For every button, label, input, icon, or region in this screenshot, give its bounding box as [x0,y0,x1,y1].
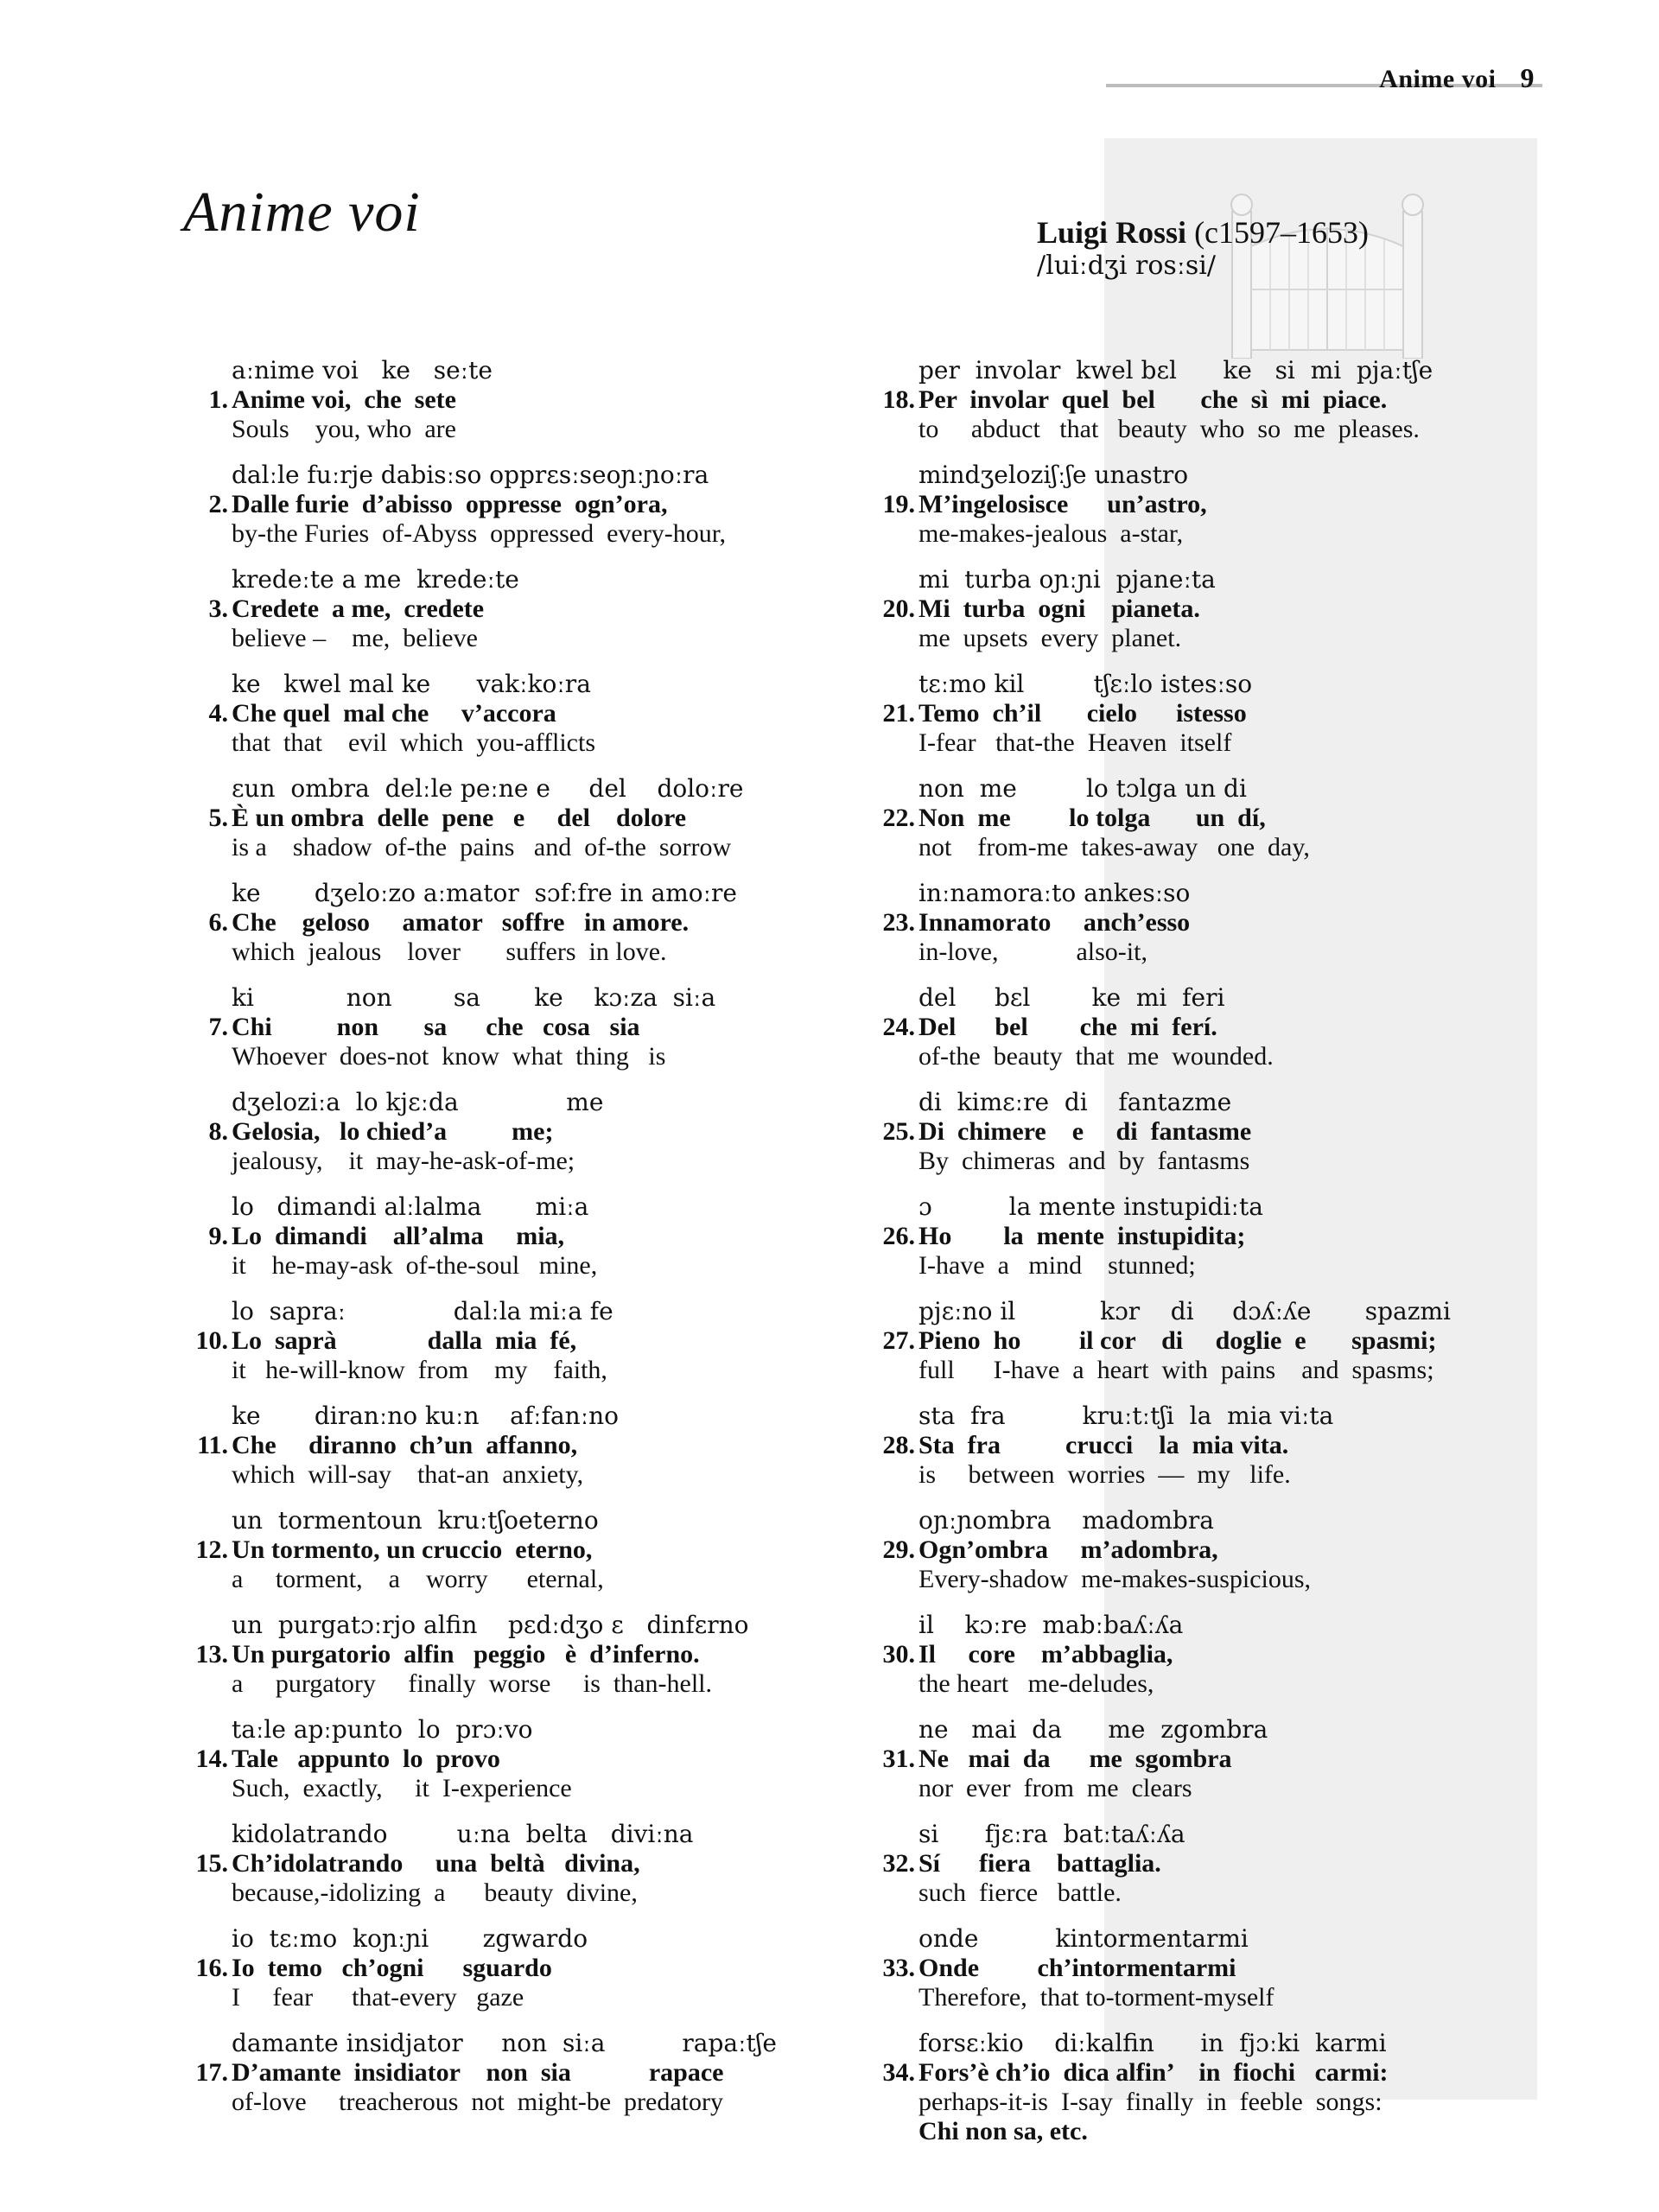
verse-line [868,1715,1525,1820]
verse-line [181,1297,804,1402]
running-title: Anime voi [1379,65,1497,93]
verse-line [868,983,1525,1088]
line-number: 25. [882,1117,915,1146]
english-translation: of-the beauty that me wounded. [918,1042,1274,1071]
english-translation: which jealous lover suffers in love. [232,938,667,966]
ipa-transcription: il kɔːre mabːbaʎːʎa [918,1611,1184,1639]
italian-text: Per involar quel bel che sì mi piace. [918,385,1388,414]
italian-text: Gelosia, lo chied’a me; [232,1117,554,1146]
composer-name: Luigi Rossi [1037,215,1187,250]
verse-line [181,774,804,879]
ipa-transcription: forsɛːkio diːkalfin in fjɔːki karmi [918,2029,1387,2057]
ipa-transcription: io tɛːmo koɲːɲi zgwardo [232,1924,588,1953]
ipa-transcription: lo dimandi alːlalma miːa [232,1192,589,1221]
line-number: 16. [195,1954,228,1982]
italian-text: Fors’è ch’io dica alfin’ in fiochi carmi: [918,2058,1389,2087]
ipa-transcription: ɛun ombra delːle peːne e del doloːre [232,774,744,803]
italian-text: Pieno ho il cor di doglie e spasmi; [918,1326,1437,1355]
line-number: 2. [208,490,228,518]
italian-text: Innamorato anch’esso [918,908,1191,937]
italian-text: Ogn’ombra m’adombra, [918,1535,1218,1564]
italian-text: Un tormento, un cruccio eterno, [232,1535,593,1564]
line-number: 28. [882,1431,915,1459]
verse-line [868,1611,1525,1715]
english-translation: of-love treacherous not might-be predatory [232,2088,723,2116]
verse-line [181,356,804,461]
verse-line [181,461,804,565]
ipa-transcription: ne mai da me zgombra [918,1715,1268,1744]
english-translation: because,-idolizing a beauty divine, [232,1878,638,1907]
ipa-transcription: tɛːmo kil tʃɛːlo istesːso [918,670,1253,698]
ipa-transcription: dalːle fuːrje dabisːso opprɛsːseoɲːɲoːra [232,461,709,489]
english-translation: it he-may-ask of-the-soul mine, [232,1251,598,1280]
verse-line [868,1088,1525,1192]
line-number: 11. [197,1431,228,1459]
line-number: 24. [882,1013,915,1041]
english-translation: me-makes-jealous a-star, [918,519,1184,548]
line-number: 20. [882,594,915,623]
italian-text: Lo saprà dalla mia fé, [232,1326,577,1355]
line-number: 23. [882,908,915,937]
italian-text: Tale appunto lo provo [232,1745,500,1773]
verse-line [181,1088,804,1192]
italian-text: M’ingelosisce un’astro, [918,490,1207,518]
line-number: 9. [208,1222,228,1250]
english-translation: a torment, a worry eternal, [232,1565,604,1593]
verse-line [181,1192,804,1297]
english-translation: to abduct that beauty who so me pleases. [918,415,1420,443]
italian-text: Ho la mente instupidita; [918,1222,1246,1250]
line-number: 30. [882,1640,915,1669]
italian-text: Un purgatorio alfin peggio è d’inferno. [232,1640,700,1669]
verse-line [868,1506,1525,1611]
verse-line [181,1924,804,2029]
line-number: 21. [882,699,915,728]
ipa-transcription: ke dʒeloːzo aːmator sɔfːfre in amoːre [232,879,738,907]
english-translation: by-the Furies of-Abyss oppressed every-hour, [232,519,727,548]
line-number: 26. [882,1222,915,1250]
english-translation: in-love, also-it, [918,938,1147,966]
ipa-transcription: ki non sa ke kɔːza siːa [232,983,716,1012]
italian-text: È un ombra delle pene e del dolore [232,804,687,832]
verse-line [181,1820,804,1924]
english-translation: such fierce battle. [918,1878,1122,1907]
ipa-transcription: damante insidjator non siːa rapaːtʃe [232,2029,777,2057]
verse-line [868,356,1525,461]
gate-illustration [1227,186,1427,359]
verse-line [181,2029,804,2133]
verse-line [868,2029,1525,2145]
line-number: 5. [208,804,228,832]
ipa-transcription: kidolatrando uːna belta diviːna [232,1820,694,1848]
verse-line [868,565,1525,670]
italian-text: Che diranno ch’un affanno, [232,1431,578,1459]
italian-text: Sí fiera battaglia. [918,1849,1161,1878]
ipa-transcription: ke diranːno kuːn afːfanːno [232,1402,620,1430]
ipa-transcription: mi turba oɲːɲi pjaneːta [918,565,1216,594]
italian-text: Lo dimandi all’alma mia, [232,1222,565,1250]
ipa-transcription: ɔ la mente instupidiːta [918,1192,1263,1221]
english-translation: the heart me-deludes, [918,1669,1154,1698]
english-translation: I-fear that-the Heaven itself [918,728,1232,757]
italian-text: Ch’idolatrando una beltà divina, [232,1849,640,1878]
line-number: 12. [195,1535,228,1564]
ipa-transcription: aːnime voi ke seːte [232,356,493,385]
line-number: 18. [882,385,915,414]
ipa-transcription: di kimɛːre di fantazme [918,1088,1232,1116]
english-translation: By chimeras and by fantasms [918,1147,1250,1175]
verse-line [868,774,1525,879]
english-translation: a purgatory finally worse is than-hell. [232,1669,712,1698]
italian-text: Onde ch’intormentarmi [918,1954,1236,1982]
verse-line [181,565,804,670]
verse-line [181,983,804,1088]
english-translation: Therefore, that to-torment-myself [918,1983,1274,2012]
english-translation: that that evil which you-afflicts [232,728,596,757]
line-number: 19. [882,490,915,518]
verse-line [181,1715,804,1820]
line-number: 6. [208,908,228,937]
italian-text: Io temo ch’ogni sguardo [232,1954,552,1982]
line-number: 14. [195,1745,228,1773]
ipa-transcription: si fjɛːra batːtaʎːʎa [918,1820,1185,1848]
verse-line [868,1924,1525,2029]
ipa-transcription: lo sapraː dalːla miːa fe [232,1297,613,1325]
line-number: 10. [195,1326,228,1355]
verse-line [868,1820,1525,1924]
line-number: 13. [195,1640,228,1669]
verse-line [181,1402,804,1506]
line-number: 33. [882,1954,915,1982]
italian-text: Chi non sa che cosa sia [232,1013,640,1041]
ipa-transcription: sta fra kruːtːtʃi la mia viːta [918,1402,1334,1430]
english-translation: Whoever does-not know what thing is [232,1042,666,1071]
english-translation: full I-have a heart with pains and spasms; [918,1356,1434,1384]
italian-text: Mi turba ogni pianeta. [918,594,1200,623]
italian-text: Temo ch’il cielo istesso [918,699,1247,728]
running-head [1379,62,1535,94]
ipa-transcription: pjɛːno il kɔr di dɔʎːʎe spazmi [918,1297,1451,1325]
right-column [868,356,1525,2145]
ipa-transcription: inːnamoraːto ankesːso [918,879,1191,907]
verse-line [868,1402,1525,1506]
song-title: Anime voi [183,181,421,244]
english-translation: I fear that-every gaze [232,1983,524,2012]
ipa-transcription: un purgatɔːrjo alfin pɛdːdʒo ɛ dinfɛrno [232,1611,749,1639]
composer-line [1037,214,1369,251]
english-translation: is a shadow of-the pains and of-the sorrow [232,833,732,861]
italian-text: Sta fra crucci la mia vita. [918,1431,1289,1459]
line-number: 34. [882,2058,915,2087]
line-number: 3. [208,594,228,623]
english-translation: Every-shadow me-makes-suspicious, [918,1565,1312,1593]
english-translation: me upsets every planet. [918,624,1182,652]
verse-line [868,1297,1525,1402]
italian-text: Anime voi, che sete [232,385,456,414]
ipa-transcription: onde kintormentarmi [918,1924,1249,1953]
english-translation: Such, exactly, it I-experience [232,1774,572,1802]
italian-text: Dalle furie d’abisso oppresse ogn’ora, [232,490,668,518]
line-number: 29. [882,1535,915,1564]
ipa-transcription: dʒeloziːa lo kjɛːda me [232,1088,604,1116]
line-number: 31. [882,1745,915,1773]
english-translation: nor ever from me clears [918,1774,1192,1802]
line-number: 4. [208,699,228,728]
page-number: 9 [1520,62,1535,93]
verse-line [868,461,1525,565]
italian-text: Il core m’abbaglia, [918,1640,1173,1669]
italian-text: D’amante insidiator non sia rapace [232,2058,724,2087]
ipa-transcription: kredeːte a me kredeːte [232,565,519,594]
italian-text: Di chimere e di fantasme [918,1117,1252,1146]
line-number: 1. [208,385,228,414]
line-number: 27. [882,1326,915,1355]
ipa-transcription: non me lo tɔlga un di [918,774,1247,803]
italian-text: Del bel che mi ferí. [918,1013,1217,1041]
english-translation: not from-me takes-away one day, [918,833,1310,861]
line-number: 17. [195,2058,228,2087]
italian-text: Ne mai da me sgombra [918,1745,1232,1773]
english-translation: believe – me, believe [232,624,478,652]
english-translation: is between worries — my life. [918,1460,1291,1489]
verse-line [181,670,804,774]
verse-line [868,879,1525,983]
verse-line [181,879,804,983]
italian-text: Che quel mal che v’accora [232,699,556,728]
ipa-transcription: taːle apːpunto lo prɔːvo [232,1715,533,1744]
verse-line [868,1192,1525,1297]
line-number: 15. [195,1849,228,1878]
verse-line [868,670,1525,774]
verse-line [181,1506,804,1611]
line-number: 7. [208,1013,228,1041]
english-translation: jealousy, it may-he-ask-of-me; [232,1147,575,1175]
composer-ipa: /luiːdʒi rosːsi/ [1037,251,1216,281]
italian-text: Credete a me, credete [232,594,485,623]
left-column [181,356,804,2133]
english-translation: perhaps-it-is I-say finally in feeble songs: [918,2088,1382,2116]
line-number: 32. [882,1849,915,1878]
italian-text: Che geloso amator soffre in amore. [232,908,690,937]
english-translation: which will-say that-an anxiety, [232,1460,584,1489]
ipa-transcription: del bɛl ke mi feri [918,983,1225,1012]
line-number: 8. [208,1117,228,1146]
ipa-transcription: oɲːɲombra madombra [918,1506,1214,1535]
ipa-transcription: mindʒeloziʃːʃe unastro [918,461,1189,489]
ipa-transcription: per involar kwel bɛl ke si mi pjaːtʃe [918,356,1433,385]
english-translation: Souls you, who are [232,415,456,443]
italian-text: Non me lo tolga un dí, [918,804,1266,832]
ipa-transcription: un tormentoun kruːtʃoeterno [232,1506,599,1535]
refrain-text: Chi non sa, etc. [918,2117,1088,2145]
english-translation: I-have a mind stunned; [918,1251,1196,1280]
verse-line [181,1611,804,1715]
english-translation: it he-will-know from my faith, [232,1356,607,1384]
ipa-transcription: ke kwel mal ke vakːkoːra [232,670,591,698]
composer-dates: (c1597–1653) [1194,215,1370,250]
line-number: 22. [882,804,915,832]
